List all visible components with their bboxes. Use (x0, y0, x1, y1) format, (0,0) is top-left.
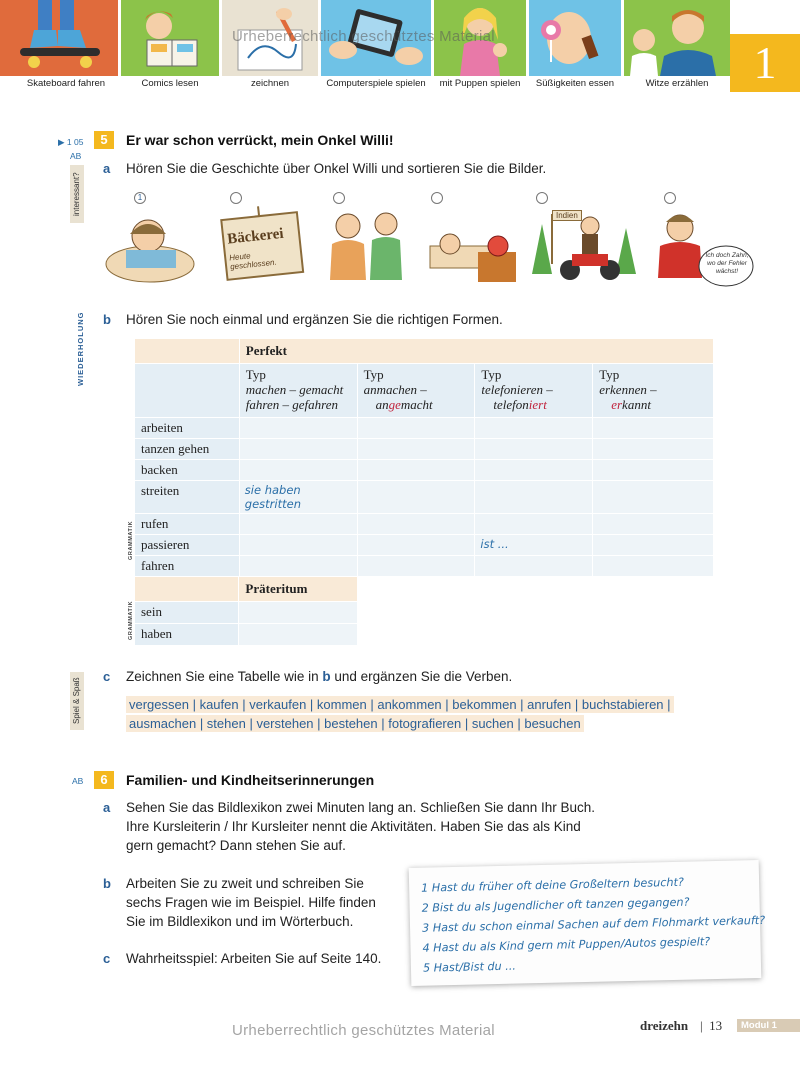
exercise-number-6: 6 (94, 771, 114, 789)
order-radio-5[interactable] (536, 192, 548, 204)
task-text-5c-pre: Zeichnen Sie eine Tabelle wie in (126, 669, 323, 684)
verb-list-line-2: ausmachen | stehen | verstehen | bestehen | fotografieren | suchen | besuchen (126, 715, 584, 732)
order-radio-6[interactable] (664, 192, 676, 204)
answer-cell[interactable] (357, 556, 475, 577)
table-corner (135, 339, 240, 364)
page-number-digits: 13 (709, 1018, 723, 1033)
type-corner (135, 364, 240, 418)
example-question-5: 5 Hast/Bist du ... (422, 959, 517, 975)
table-corner (135, 577, 239, 602)
table-row (135, 535, 714, 556)
play-icon: ▶ (58, 137, 65, 147)
task-letter-5a: a (103, 161, 111, 176)
type-2-line1: anmachen – (363, 382, 427, 397)
caption-zeichnen: zeichnen (250, 78, 290, 89)
answer-cell[interactable] (239, 556, 357, 577)
example-question-2: 2 Bist du als Jugendlicher oft tanzen gegangen? (421, 895, 690, 915)
task-text-6a-1: Sehen Sie das Bildlexikon zwei Minuten lang an. Schließen Sie dann Ihr Buch. (126, 800, 596, 815)
answer-cell[interactable] (239, 514, 357, 535)
picture-dictionary-strip (0, 0, 730, 92)
order-radio-4[interactable] (431, 192, 443, 204)
verb-list-line-1: vergessen | kaufen | verkaufen | kommen | ankommen | bekommen | anrufen | buchstabieren | (126, 696, 674, 713)
side-tag-interessant: interessant? (70, 165, 84, 223)
verb-label: fahren (135, 556, 240, 577)
verb-label: arbeiten (135, 418, 240, 439)
story-picture-sick-in-bed (104, 204, 196, 284)
example-question-3: 3 Hast du schon einmal Sachen auf dem Flohmarkt verkauft? (421, 913, 766, 935)
verb-label: haben (135, 624, 239, 646)
task-text-5c (126, 669, 512, 684)
type-4-label: Typ (599, 367, 620, 382)
table-row (135, 602, 358, 624)
perfekt-header: Perfekt (239, 339, 713, 364)
ab-marker-5: AB (70, 151, 82, 161)
type-2-line2-red: ge (388, 397, 401, 412)
answer-cell[interactable] (475, 439, 593, 460)
caption-skateboard: Skateboard fahren (26, 78, 106, 89)
task-letter-6b: b (103, 876, 111, 891)
unit-number-tab: 1 (730, 34, 800, 92)
answer-cell[interactable] (475, 481, 593, 514)
type-4-line2-red: er (611, 397, 623, 412)
task-letter-5c: c (103, 669, 111, 684)
type-column-3 (475, 364, 593, 418)
skateboard-illustration (0, 0, 118, 76)
answer-cell[interactable] (357, 481, 475, 514)
answer-cell[interactable] (357, 514, 475, 535)
task-text-5a: Hören Sie die Geschichte über Onkel Willi und sortieren Sie die Bilder. (126, 161, 547, 176)
comics-illustration (121, 0, 219, 76)
story-picture-bakery-sign (214, 202, 309, 287)
type-2-line2-pre: an (375, 397, 389, 412)
praeteritum-header: Präteritum (239, 577, 358, 602)
type-2-label: Typ (363, 367, 384, 382)
example-answer-streiten[interactable]: sie haben gestritten (239, 481, 357, 514)
order-radio-2[interactable] (230, 192, 242, 204)
story-picture-motorbike-india (524, 204, 640, 284)
verb-word-box (126, 696, 674, 732)
exercise-number-5: 5 (94, 131, 114, 149)
answer-cell[interactable] (239, 624, 358, 646)
verb-label: passieren (135, 535, 240, 556)
verb-label: rufen (135, 514, 240, 535)
type-3-line1: telefonieren – (481, 382, 553, 397)
type-1-line2: fahren – gefahren (245, 397, 338, 412)
example-question-1: 1 Hast du früher oft deine Großeltern besucht? (421, 875, 684, 895)
answer-cell[interactable] (593, 481, 714, 514)
type-column-2 (357, 364, 475, 418)
page-number-word: dreizehn (640, 1018, 689, 1033)
verb-label: tanzen gehen (135, 439, 240, 460)
task-text-6b-1: Arbeiten Sie zu zweit und schreiben Sie (126, 876, 364, 891)
type-3-label: Typ (481, 367, 502, 382)
table-row (135, 624, 358, 646)
task-text-5c-post: und ergänzen Sie die Verben. (330, 669, 513, 684)
table-row (135, 418, 714, 439)
modul-tag: Modul 1 (737, 1019, 800, 1032)
caption-puppen: mit Puppen spielen (439, 78, 521, 89)
side-tag-spiel-spass: Spiel & Spaß (70, 672, 84, 730)
watermark-top: Urheberrechtlich geschütztes Material (232, 28, 495, 45)
type-4-line2-post: kannt (622, 397, 651, 412)
example-answer-passieren[interactable]: ist ... (475, 535, 593, 556)
perfekt-table (134, 338, 714, 577)
side-tag-grammatik: GRAMMATIK (128, 520, 134, 560)
example-question-4: 4 Hast du als Kind gern mit Puppen/Autos gespielt? (422, 935, 711, 955)
answer-cell[interactable] (475, 514, 593, 535)
task-letter-5b: b (103, 312, 111, 327)
answer-cell[interactable] (593, 460, 714, 481)
ab-marker-6: AB (72, 776, 84, 786)
table-row (135, 439, 714, 460)
sweets-illustration (529, 0, 621, 76)
signpost-text: Indien (552, 210, 582, 221)
watermark-bottom: Urheberrechtlich geschütztes Material (232, 1022, 495, 1039)
audio-track[interactable] (58, 137, 83, 148)
caption-computerspiele: Computerspiele spielen (326, 78, 426, 89)
task-text-5b: Hören Sie noch einmal und ergänzen Sie die richtigen Formen. (126, 312, 503, 327)
caption-suessigkeiten: Süßigkeiten essen (535, 78, 615, 89)
jokes-illustration (624, 0, 730, 76)
page-number (700, 1018, 722, 1034)
answer-cell[interactable] (475, 460, 593, 481)
type-4-line1: erkennen – (599, 382, 657, 397)
story-picture-two-people (320, 204, 412, 284)
task-text-6b-2: sechs Fragen wie im Beispiel. Hilfe finden (126, 895, 376, 910)
task-text-5c-ref: b (322, 669, 331, 684)
caption-witze: Witze erzählen (645, 78, 709, 89)
answer-cell[interactable] (239, 535, 357, 556)
table-row (135, 556, 714, 577)
task-letter-6a: a (103, 800, 111, 815)
answer-cell[interactable] (475, 556, 593, 577)
answer-cell[interactable] (239, 418, 357, 439)
answer-cell[interactable] (593, 556, 714, 577)
page-separator: | (700, 1018, 703, 1033)
task-text-6b-3: Sie im Bildlexikon und im Wörterbuch. (126, 914, 354, 929)
caption-comics: Comics lesen (141, 78, 199, 89)
type-1-label: Typ (245, 367, 266, 382)
answer-cell[interactable] (239, 602, 358, 624)
type-column-4 (593, 364, 714, 418)
answer-cell[interactable] (357, 418, 475, 439)
type-3-line2-red: iert (528, 397, 547, 412)
task-text-6a-3: gern gemacht? Dann stehen Sie auf. (126, 838, 346, 853)
answer-cell[interactable] (593, 418, 714, 439)
task-letter-6c: c (103, 951, 111, 966)
answer-cell[interactable] (357, 439, 475, 460)
type-1-line1: machen – gemacht (245, 382, 344, 397)
story-picture-alarm-clock (428, 208, 520, 284)
verb-label: sein (135, 602, 239, 624)
exercise-title-5: Er war schon verrückt, mein Onkel Willi! (126, 132, 394, 148)
audio-track-number: 1 05 (66, 137, 84, 147)
example-questions-note (409, 860, 766, 986)
exercise-title-6: Familien- und Kindheitserinnerungen (126, 772, 375, 788)
answer-cell[interactable] (357, 535, 475, 556)
praeteritum-table (134, 576, 358, 646)
task-text-6c: Wahrheitsspiel: Arbeiten Sie auf Seite 140. (126, 951, 382, 966)
table-row (135, 481, 714, 514)
type-2-line2-post: macht (400, 397, 433, 412)
bakery-sign-text: Bäckerei (226, 225, 285, 248)
bakery-sign-subtext: Heute geschlossen. (228, 251, 278, 272)
task-text-6a-2: Ihre Kursleiterin / Ihr Kursleiter nennt die Aktivitäten. Haben Sie das als Kind (126, 819, 581, 834)
table-row (135, 514, 714, 535)
answer-cell[interactable] (475, 418, 593, 439)
side-tag-wiederholung: WIEDERHOLUNG (76, 311, 85, 386)
answer-cell[interactable] (593, 439, 714, 460)
side-tag-grammatik-2: GRAMMATIK (128, 600, 134, 640)
answer-cell[interactable] (593, 535, 714, 556)
verb-label: backen (135, 460, 240, 481)
order-radio-3[interactable] (333, 192, 345, 204)
answer-cell[interactable] (357, 460, 475, 481)
verb-label: streiten (135, 481, 240, 514)
type-column-1 (239, 364, 357, 418)
answer-cell[interactable] (239, 460, 357, 481)
table-row (135, 460, 714, 481)
answer-cell[interactable] (239, 439, 357, 460)
story-picture-speech (654, 206, 754, 288)
type-3-line2-pre: telefon (493, 397, 529, 412)
order-radio-1[interactable]: 1 (134, 192, 146, 204)
answer-cell[interactable] (593, 514, 714, 535)
speech-bubble-text: Ich doch Zahn, wo der Fehler wächst! (705, 252, 749, 275)
